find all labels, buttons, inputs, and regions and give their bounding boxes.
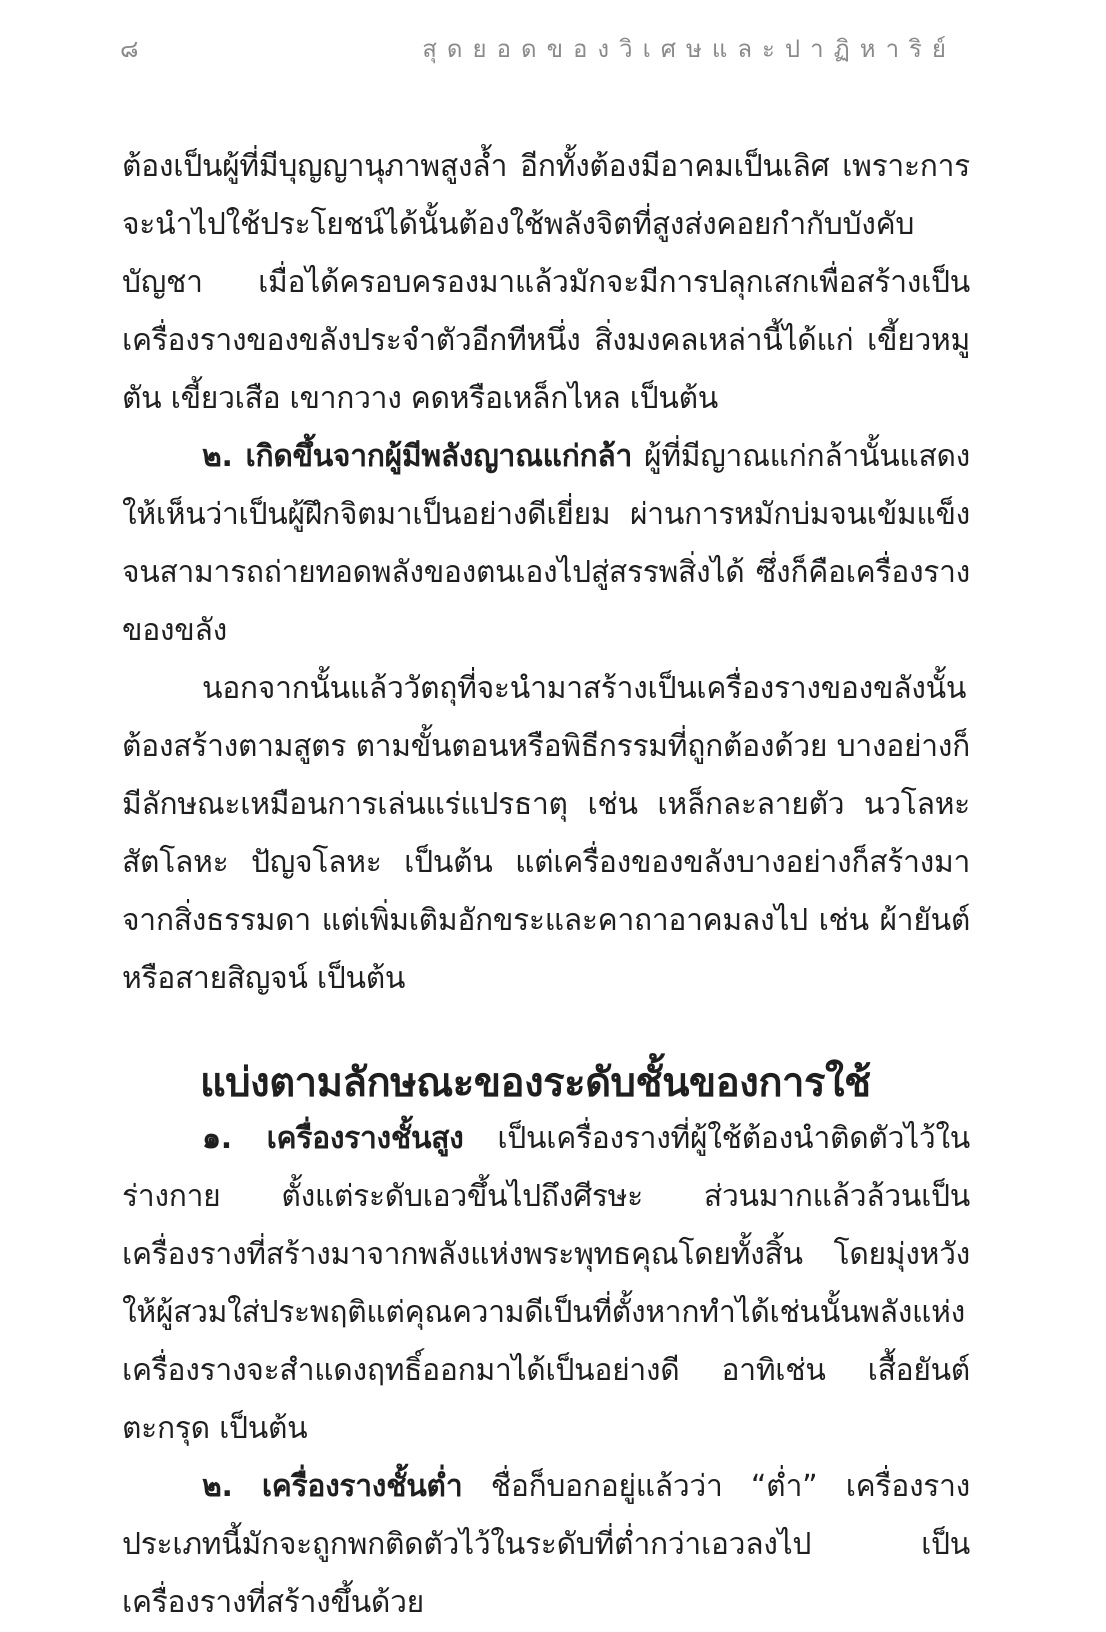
- page-content: [122, 138, 970, 1632]
- paragraph-5: [122, 1458, 970, 1632]
- running-title: สุดยอดของวิเศษและปาฏิหาริย์: [422, 34, 956, 63]
- page-header: [120, 28, 956, 68]
- paragraph-5-text: ชื่อก็บอกอยู่แล้วว่า “ต่ำ” เครื่องรางประเภทนี้มักจะถูกพกติดตัวไว้ในระดับที่ต่ำกว่าเอวลงไป เป็นเครื่องรางที่สร้างขึ้นด้วย: [122, 1469, 971, 1620]
- paragraph-3: นอกจากนั้นแล้ววัตถุที่จะนำมาสร้างเป็นเครื่องรางของขลังนั้นต้องสร้างตามสูตร ตามขั้นตอนหรือพิธีกรรมที่ถูกต้องด้วย บางอย่างก็มีลักษณะเหมือนการเล่นแร่แปรธาตุ เช่น เหล็กละลายตัว นวโลหะ สัตโลหะ ปัญจโลหะ เป็นต้น แต่เครื่องของขลังบางอย่างก็สร้างมาจากสิ่งธรรมดา แต่เพิ่มเติมอักขระและคาถาอาคมลงไป เช่น ผ้ายันต์หรือสายสิญจน์ เป็นต้น: [122, 671, 970, 996]
- paragraph-2-lead: ๒. เกิดขึ้นจากผู้มีพลังญาณแก่กล้า: [202, 439, 633, 474]
- paragraph-2: [122, 428, 970, 660]
- paragraph-4: [122, 1110, 970, 1458]
- paragraph-4-lead: ๑. เครื่องรางชั้นสูง: [202, 1121, 464, 1156]
- section-heading: แบ่งตามลักษณะของระดับชั้นของการใช้: [200, 1060, 871, 1106]
- paragraph-1: ต้องเป็นผู้ที่มีบุญญานุภาพสูงล้ำ อีกทั้งต้องมีอาคมเป็นเลิศ เพราะการจะนำไปใช้ประโยชน์ได้นั้นต้องใช้พลังจิตที่สูงส่งคอยกำกับบังคับบัญชา เมื่อได้ครอบครองมาแล้วมักจะมีการปลุกเสกเพื่อสร้างเป็นเครื่องรางของขลังประจำตัวอีกทีหนึ่ง สิ่งมงคลเหล่านี้ได้แก่ เขี้ยวหมูตัน เขี้ยวเสือ เขากวาง คดหรือเหล็กไหล เป็นต้น: [122, 149, 970, 416]
- paragraph-5-lead: ๒. เครื่องรางชั้นต่ำ: [202, 1469, 463, 1504]
- page-number: ๘: [120, 34, 140, 63]
- paragraph-4-text: เป็นเครื่องรางที่ผู้ใช้ต้องนำติดตัวไว้ในร่างกาย ตั้งแต่ระดับเอวขึ้นไปถึงศีรษะ ส่วนมากแล้วล้วนเป็นเครื่องรางที่สร้างมาจากพลังแห่งพระพุทธคุณโดยทั้งสิ้น โดยมุ่งหวังให้ผู้สวมใส่ประพฤติแต่คุณความดีเป็นที่ตั้งหากทำได้เช่นนั้นพลังแห่งเครื่องรางจะสำแดงฤทธิ์ออกมาได้เป็นอย่างดี อาทิเช่น เสื้อยันต์ ตะกรุด เป็นต้น: [122, 1121, 970, 1446]
- paragraph-2-text: ผู้ที่มีญาณแก่กล้านั้นแสดงให้เห็นว่าเป็นผู้ฝึกจิตมาเป็นอย่างดีเยี่ยม ผ่านการหมักบ่มจนเข้มแข็ง จนสามารถถ่ายทอดพลังของตนเองไปสู่สรรพสิ่งได้ ซึ่งก็คือเครื่องรางของขลัง: [122, 439, 970, 648]
